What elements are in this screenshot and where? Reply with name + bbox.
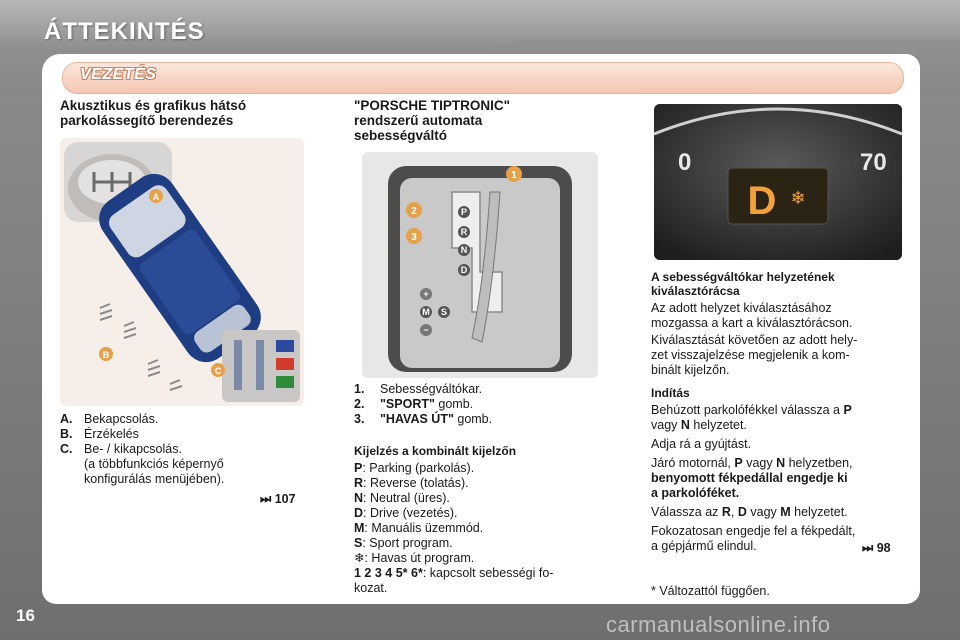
- list-item: ❄: Havas út program.: [354, 551, 475, 565]
- page-ref-107[interactable]: ⏭ 107: [260, 492, 296, 506]
- parking-heading-line1: Akusztikus és grafikus hátsó: [60, 98, 247, 113]
- svg-text:P: P: [460, 207, 468, 217]
- parking-illustration: [60, 138, 304, 406]
- svg-text:D: D: [460, 265, 468, 275]
- gears-text-line2: kozat.: [354, 581, 388, 595]
- display-modes: [354, 461, 606, 596]
- start-step-2: Adja rá a gyújtást.: [651, 437, 752, 451]
- grid-p1-line2: mozgassa a kart a kiválasztórácson.: [651, 316, 853, 330]
- display-heading: Kijelzés a kombinált kijelzőn: [354, 444, 517, 458]
- list-item: 3. "HAVAS ÚT" gomb.: [354, 412, 493, 426]
- svg-text:M: M: [422, 307, 430, 317]
- parking-heading: [60, 98, 246, 128]
- gear-display: [728, 168, 828, 224]
- snow-mode-icon: ❄: [790, 188, 806, 208]
- grid-p2-line2: zet visszajelzése megjelenik a kom-: [651, 348, 850, 362]
- list-item: M: Manuális üzemmód.: [354, 521, 484, 535]
- start-step-4: Válassza az R, D vagy M helyzetet.: [651, 505, 848, 519]
- parking-note-line1: (a többfunkciós képernyő: [84, 457, 224, 471]
- list-item: B. Érzékelés: [60, 427, 139, 441]
- svg-text:1: 1: [511, 170, 517, 181]
- footnote: * Változattól függően.: [651, 584, 770, 598]
- page-ref-98[interactable]: ⏭ 98: [862, 541, 891, 555]
- list-item: N: Neutral (üres).: [354, 491, 450, 505]
- list-item: A. Bekapcsolás.: [60, 412, 159, 426]
- list-item: C. Be- / kikapcsolás.: [60, 442, 182, 456]
- instrument-cluster: [654, 104, 902, 260]
- section-bar: [62, 62, 904, 94]
- gear-indicator: D: [747, 179, 777, 223]
- tiptronic-heading-line1: "PORSCHE TIPTRONIC": [354, 98, 511, 113]
- list-item: 1. Sebességváltókar.: [354, 382, 483, 396]
- grid-paragraph-1: [651, 301, 903, 331]
- grid-p2-line3: binált kijelzőn.: [651, 363, 730, 377]
- svg-text:R: R: [460, 227, 468, 237]
- page-title: ÁTTEKINTÉS: [44, 18, 205, 45]
- grid-paragraph-2: [651, 333, 903, 378]
- watermark: carmanualsonline.info: [606, 612, 831, 637]
- start-heading: Indítás: [651, 386, 690, 400]
- svg-text:3: 3: [411, 232, 417, 243]
- parking-items: [60, 412, 300, 487]
- gauge-right-value: 70: [860, 149, 887, 176]
- tiptronic-heading-line3: sebességváltó: [354, 128, 448, 143]
- svg-text:A: A: [152, 192, 160, 202]
- section-title: VEZETÉS: [80, 66, 157, 83]
- gauge-left-value: 0: [678, 149, 692, 176]
- list-item: S: Sport program.: [354, 536, 453, 550]
- svg-text:S: S: [440, 307, 448, 317]
- gear-selector-illustration: [362, 152, 598, 378]
- list-item: 1 2 3 4 5* 6*: kapcsolt sebességi fo-: [354, 566, 554, 580]
- list-item: D: Drive (vezetés).: [354, 506, 458, 520]
- grid-heading: [651, 270, 835, 298]
- svg-text:−: −: [423, 325, 429, 335]
- grid-p2-line1: Kiválasztását követően az adott hely-: [651, 333, 858, 347]
- snowflake-icon: ❄: [354, 551, 365, 565]
- start-step-3: Járó motornál, P vagy N helyzetben, benyomott fékpedállal engedje ki a parkolóféket.: [651, 456, 853, 500]
- tiptronic-heading: [354, 98, 510, 143]
- grid-p1-line1: Az adott helyzet kiválasztásához: [651, 301, 832, 315]
- parking-heading-line2: parkolássegítő berendezés: [60, 113, 234, 128]
- start-step-5: Fokozatosan engedje fel a fékpedált, a gépjármű elindul.: [651, 524, 856, 553]
- list-item: R: Reverse (tolatás).: [354, 476, 469, 490]
- tiptronic-heading-line2: rendszerű automata: [354, 113, 483, 128]
- list-item: P: Parking (parkolás).: [354, 461, 475, 475]
- start-step-1: Behúzott parkolófékkel válassza a P vagy N helyzetet.: [651, 403, 852, 432]
- start-steps: [651, 403, 905, 554]
- svg-text:C: C: [214, 366, 222, 376]
- svg-text:2: 2: [411, 206, 417, 217]
- list-item: 2. "SPORT" gomb.: [354, 397, 474, 411]
- grid-heading-line1: A sebességváltókar helyzetének: [651, 270, 835, 284]
- svg-text:B: B: [102, 350, 110, 360]
- page-number: 16: [16, 606, 35, 625]
- grid-heading-line2: kiválasztórácsa: [651, 284, 740, 298]
- svg-text:N: N: [460, 245, 468, 255]
- parking-note-line2: konfigurálás menüjében).: [84, 472, 225, 486]
- svg-text:+: +: [423, 289, 429, 299]
- tiptronic-items: [354, 382, 604, 427]
